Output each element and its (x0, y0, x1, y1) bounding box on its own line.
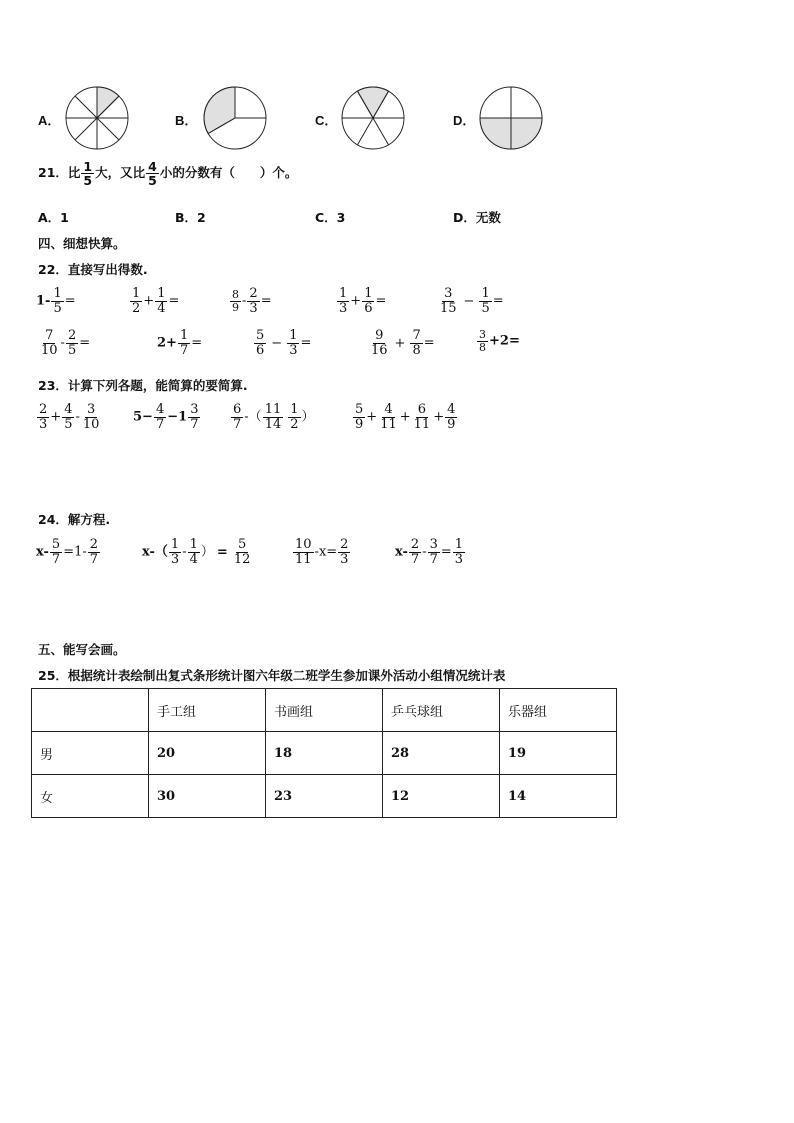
table-cell: 14 (500, 775, 617, 818)
q23-expr-2: 5− $\frac{4}{7}$ −1 $\frac{3}{7}$ (133, 402, 199, 432)
text: 比 (67, 165, 81, 181)
q21-option-b: B．2 (175, 210, 206, 225)
q24-equation-1: x- $\frac{5}{7}$ =1- $\frac{2}{7}$ (36, 537, 99, 567)
section-4-heading: 四、细想快算。 (38, 236, 126, 251)
text: 大，又比 (95, 165, 146, 181)
question-24-title: 24．解方程. (38, 512, 111, 527)
table-cell: 20 (149, 732, 266, 775)
q22-expr-r1-2: $\frac{1}{2}$ + $\frac{1}{4}$ = (132, 286, 180, 316)
fraction-4-5: $\frac{4}{5}$ (148, 159, 157, 189)
option-b-label: B． (175, 113, 198, 128)
fraction-1-5: $\frac{1}{5}$ (83, 159, 93, 189)
table-cell: 28 (383, 732, 500, 775)
q22-expr-r1-3: $\frac{8}{9}$ - $\frac{2}{3}$ = (232, 286, 272, 316)
q24-equation-2: x-（ $\frac{1}{3}$ - $\frac{1}{4}$ ） = $\frac{5}{12}$ (142, 537, 251, 567)
q21-option-c: C．3 (315, 210, 346, 225)
q22-expr-r1-4: $\frac{1}{3}$ + $\frac{1}{6}$ = (339, 286, 387, 316)
q22-expr-r2-4: $\frac{9}{16}$ + $\frac{7}{8}$ = (371, 328, 435, 358)
q22-expr-r2-3: $\frac{5}{6}$ − $\frac{1}{3}$ = (256, 328, 312, 358)
table-row (32, 775, 617, 818)
table-row-label: 女 (32, 775, 149, 818)
question-number: 21． (38, 165, 68, 181)
question-21 (38, 160, 297, 187)
table-header-cell: 乒乓球组 (383, 689, 500, 732)
option-a-label: A． (38, 113, 61, 128)
q23-expr-4: $\frac{5}{9}$ + $\frac{4}{11}$ + $\frac{6}{11}$ + $\frac{4}{9}$ (355, 402, 456, 432)
activity-stats-table (31, 688, 617, 818)
table-header-cell: 乐器组 (500, 689, 617, 732)
question-22-title: 22．直接写出得数. (38, 262, 148, 277)
q21-option-a: A．1 (38, 210, 69, 225)
q22-expr-r2-1: $\frac{7}{10}$ - $\frac{2}{5}$ = (41, 328, 91, 358)
q22-expr-r1-5: $\frac{3}{15}$ − $\frac{1}{5}$ = (440, 286, 504, 316)
table-header-row (32, 689, 617, 732)
question-23-title: 23．计算下列各题，能简算的要简算. (38, 378, 248, 393)
q21-option-d: D．无数 (453, 210, 501, 225)
section-5-heading: 五、能写会画。 (38, 642, 126, 657)
q24-equation-3: $\frac{10}{11}$ -x= $\frac{2}{3}$ (295, 537, 349, 567)
text: 小的分数有（ ）个。 (159, 165, 298, 181)
circle-6-sectors-figure (340, 85, 406, 151)
q23-expr-1: $\frac{2}{3}$ + $\frac{4}{5}$ - $\frac{3}{10}$ (39, 402, 100, 432)
q23-expr-3: $\frac{6}{7}$ -（ $\frac{11}{14}$ $\frac{1}{2}$ ） (233, 402, 315, 432)
table-cell: 30 (149, 775, 266, 818)
table-header-cell: 书画组 (266, 689, 383, 732)
table-cell: 12 (383, 775, 500, 818)
circle-4-sectors-figure (478, 85, 544, 151)
table-cell: 18 (266, 732, 383, 775)
table-row (32, 732, 617, 775)
option-d-label: D． (453, 113, 476, 128)
q22-expr-r1-1: 1- $\frac{1}{5}$ = (36, 286, 76, 316)
q22-expr-r2-5: $\frac{3}{8}$ +2= (479, 328, 520, 354)
table-row-label: 男 (32, 732, 149, 775)
table-header-cell: 手工组 (149, 689, 266, 732)
circle-8-sectors-figure (64, 85, 130, 151)
q22-expr-r2-2: 2+ $\frac{1}{7}$ = (157, 328, 203, 358)
q24-equation-4: x- $\frac{2}{7}$ - $\frac{3}{7}$ = $\frac{1}{3}$ (395, 537, 464, 567)
table-cell: 23 (266, 775, 383, 818)
question-25-title: 25．根据统计表绘制出复式条形统计图六年级二班学生参加课外活动小组情况统计表 (38, 668, 506, 683)
option-c-label: C． (315, 113, 338, 128)
table-header-cell (32, 689, 149, 732)
circle-3-sectors-figure (202, 85, 268, 151)
table-cell: 19 (500, 732, 617, 775)
